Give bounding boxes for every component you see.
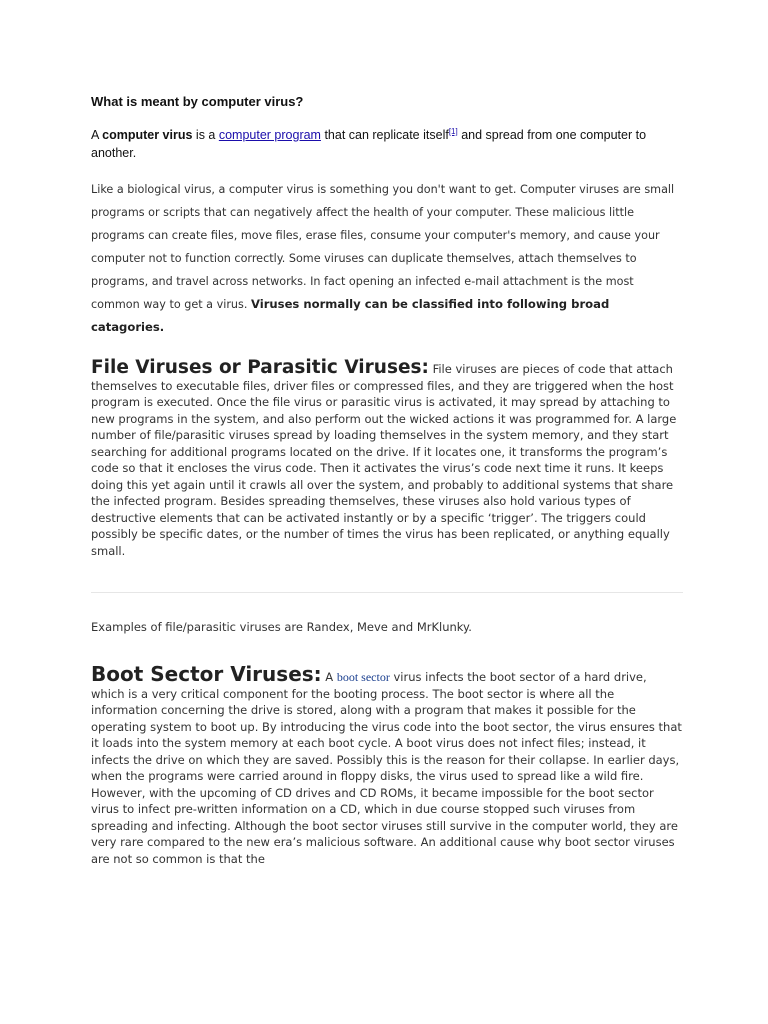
footnote-link[interactable]: [1] bbox=[448, 126, 458, 136]
footnote-ref bbox=[449, 127, 458, 136]
intro-paragraph bbox=[91, 178, 683, 339]
definition-term: computer virus bbox=[102, 128, 193, 142]
definition-mid: is a bbox=[192, 128, 219, 142]
boot-sector-link[interactable]: boot sector bbox=[336, 670, 390, 684]
definition-after-link: that can replicate itself bbox=[320, 128, 449, 142]
file-viruses-heading: File Viruses or Parasitic Viruses: bbox=[91, 357, 429, 378]
section-divider bbox=[91, 592, 683, 593]
intro-text: Like a biological virus, a computer virus is something you don't want to get. Computer viruses are small programs or scripts that can negatively affect the health of your computer. These malicious little programs can create files, move files, erase files, consume your computer's memory, and cause your computer not to function correctly. Some viruses can duplicate themselves, attach themselves to programs, and travel across networks. In fact opening an infected e-mail attachment is the most common way to get a virus. bbox=[91, 183, 675, 311]
page-title: What is meant by computer virus? bbox=[91, 94, 304, 109]
intro-bold-text: Viruses normally can be classified into following broad catagories. bbox=[91, 297, 610, 334]
boot-sector-section bbox=[91, 662, 683, 867]
definition-suffix: and spread from one computer to another. bbox=[91, 128, 647, 160]
computer-program-link[interactable]: computer program bbox=[218, 128, 321, 142]
boot-sector-body: virus infects the boot sector of a hard drive, which is a very critical component for the booting process. The boot sector is where all the information concerning the drive is stored, along with a program that makes it possible for the operating system to boot up. By introducing the virus code into the boot sector, the virus ensures that it loads into the system memory at each boot cycle. A boot virus does not infect files; instead, it infects the drive on which they are saved. Possibly this is the reason for their collapse. In earlier days, when the programs were carried around in floppy disks, the virus used to spread like a wild fire. However, with the upcoming of CD drives and CD ROMs, it became impossible for the boot sector virus to infect pre-written information on a CD, which in due course stopped such viruses from spreading and infecting. Although the boot sector viruses still survive in the computer world, they are very rare compared to the new era’s malicious software. An additional cause why boot sector viruses are not so common is that the bbox=[91, 670, 682, 866]
file-viruses-section bbox=[91, 357, 683, 559]
boot-sector-prefix: A bbox=[321, 670, 337, 684]
examples-paragraph: Examples of file/parasitic viruses are Randex, Meve and MrKlunky. bbox=[91, 620, 472, 634]
definition-prefix: A bbox=[91, 128, 103, 142]
file-viruses-body: File viruses are pieces of code that attach themselves to executable files, driver files or compressed files, and they are triggered when the host program is executed. Once the file virus or parasitic virus is activated, it may spread by attaching to new programs in the system, and also perform out the wicked actions it was programmed for. A large number of file/parasitic viruses spread by loading themselves in the system memory, and they start searching for additional programs located on the drive. If it locates one, it transforms the program’s code so that it encloses the virus code. Then it activates the virus’s code next time it runs. It keeps doing this yet again until it crawls all over the system, and probably to additional systems that share the infected program. Besides spreading themselves, these viruses also hold various types of destructive elements that can be activated instantly or by a specific ‘trigger’. The triggers could possibly be specific dates, or the number of times the virus has been replicated, or anything equally small. bbox=[91, 362, 677, 558]
definition-paragraph bbox=[91, 126, 683, 162]
boot-sector-heading: Boot Sector Viruses: bbox=[91, 662, 322, 686]
